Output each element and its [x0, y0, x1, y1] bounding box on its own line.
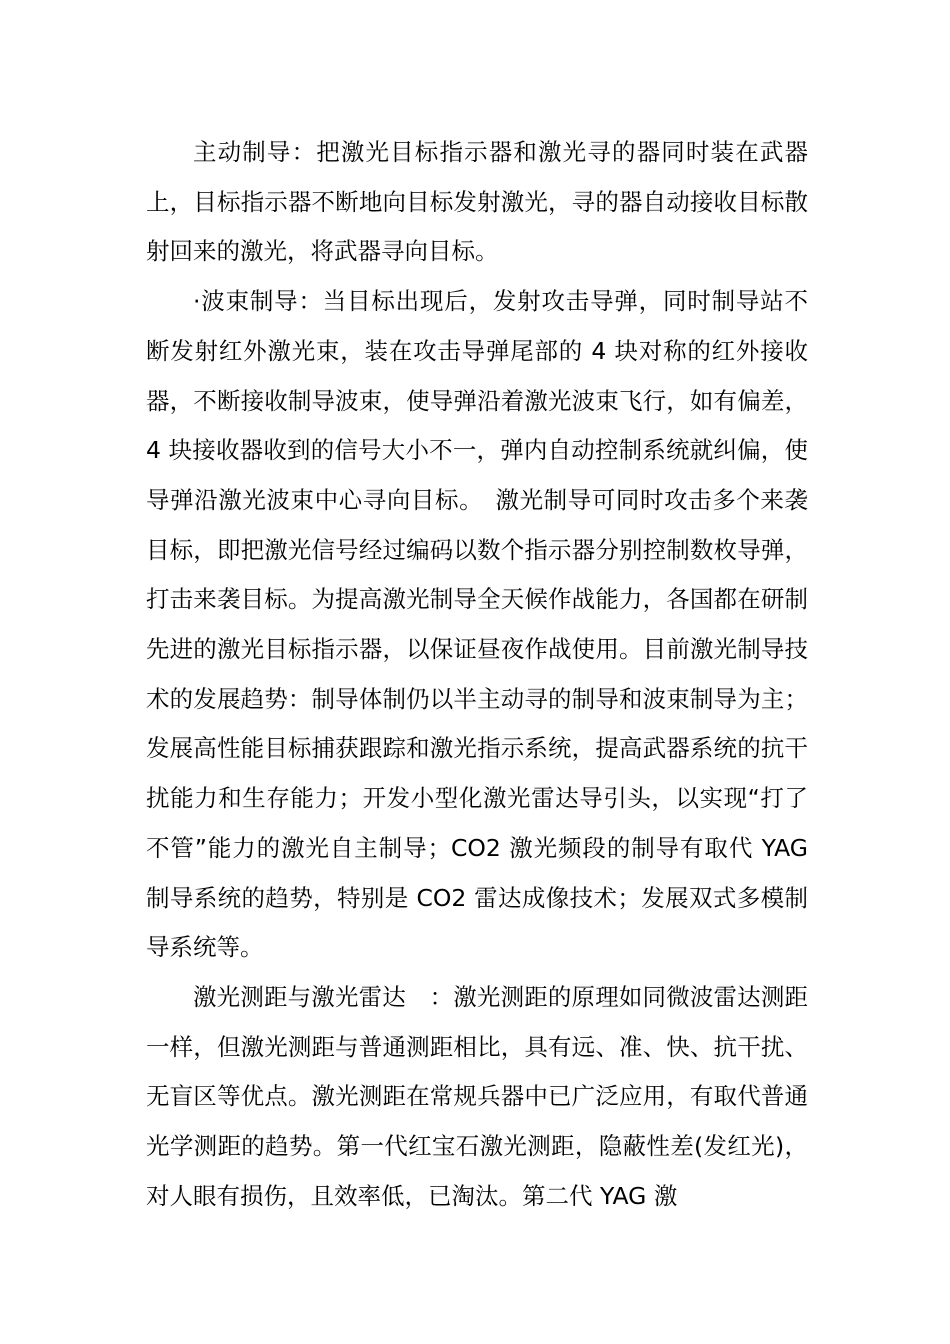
paragraph-beam-riding-guidance: ·波束制导：当目标出现后，发射攻击导弹，同时制导站不断发射红外激光束，装在攻击导弹尾部的 4 块对称的红外接收器，不断接收制导波束，使导弹沿着激光波束飞行，如有偏差，4 块接收器收到的信号大小不一，弹内自动控制系统就纠偏，使导弹沿激光波束中心寻向目标。 激光制导可同时攻击多个来袭目标，即把激光信号经过编码以数个指示器分别控制数枚导弹，打击来袭目标。为提高激光制导全天候作战能力，各国都在研制先进的激光目标指示器，以保证昼夜作战使用。目前激光制导技术的发展趋势：制导体制仍以半主动寻的制导和波束制导为主；发展高性能目标捕获跟踪和激光指示系统，提高武器系统的抗干扰能力和生存能力；开发小型化激光雷达导引头，以实现“打了不管”能力的激光自主制导；CO2 激光频段的制导有取代 YAG 制导系统的趋势，特别是 CO2 雷达成像技术；发展双式多模制导系统等。 — [146, 287, 808, 962]
document-body — [146, 128, 808, 1221]
paragraph-active-guidance: 主动制导：把激光目标指示器和激光寻的器同时装在武器上，目标指示器不断地向目标发射激光，寻的器自动接收目标散射回来的激光，将武器寻向目标。 — [146, 138, 808, 266]
paragraph-laser-ranging: 激光测距与激光雷达 ：激光测距的原理如同微波雷达测距一样，但激光测距与普通测距相比，具有远、准、快、抗干扰、无盲区等优点。激光测距在常规兵器中已广泛应用，有取代普通光学测距的趋势。第一代红宝石激光测距，隐蔽性差(发红光)，对人眼有损伤，且效率低，已淘汰。第二代 YAG 激 — [146, 982, 808, 1210]
